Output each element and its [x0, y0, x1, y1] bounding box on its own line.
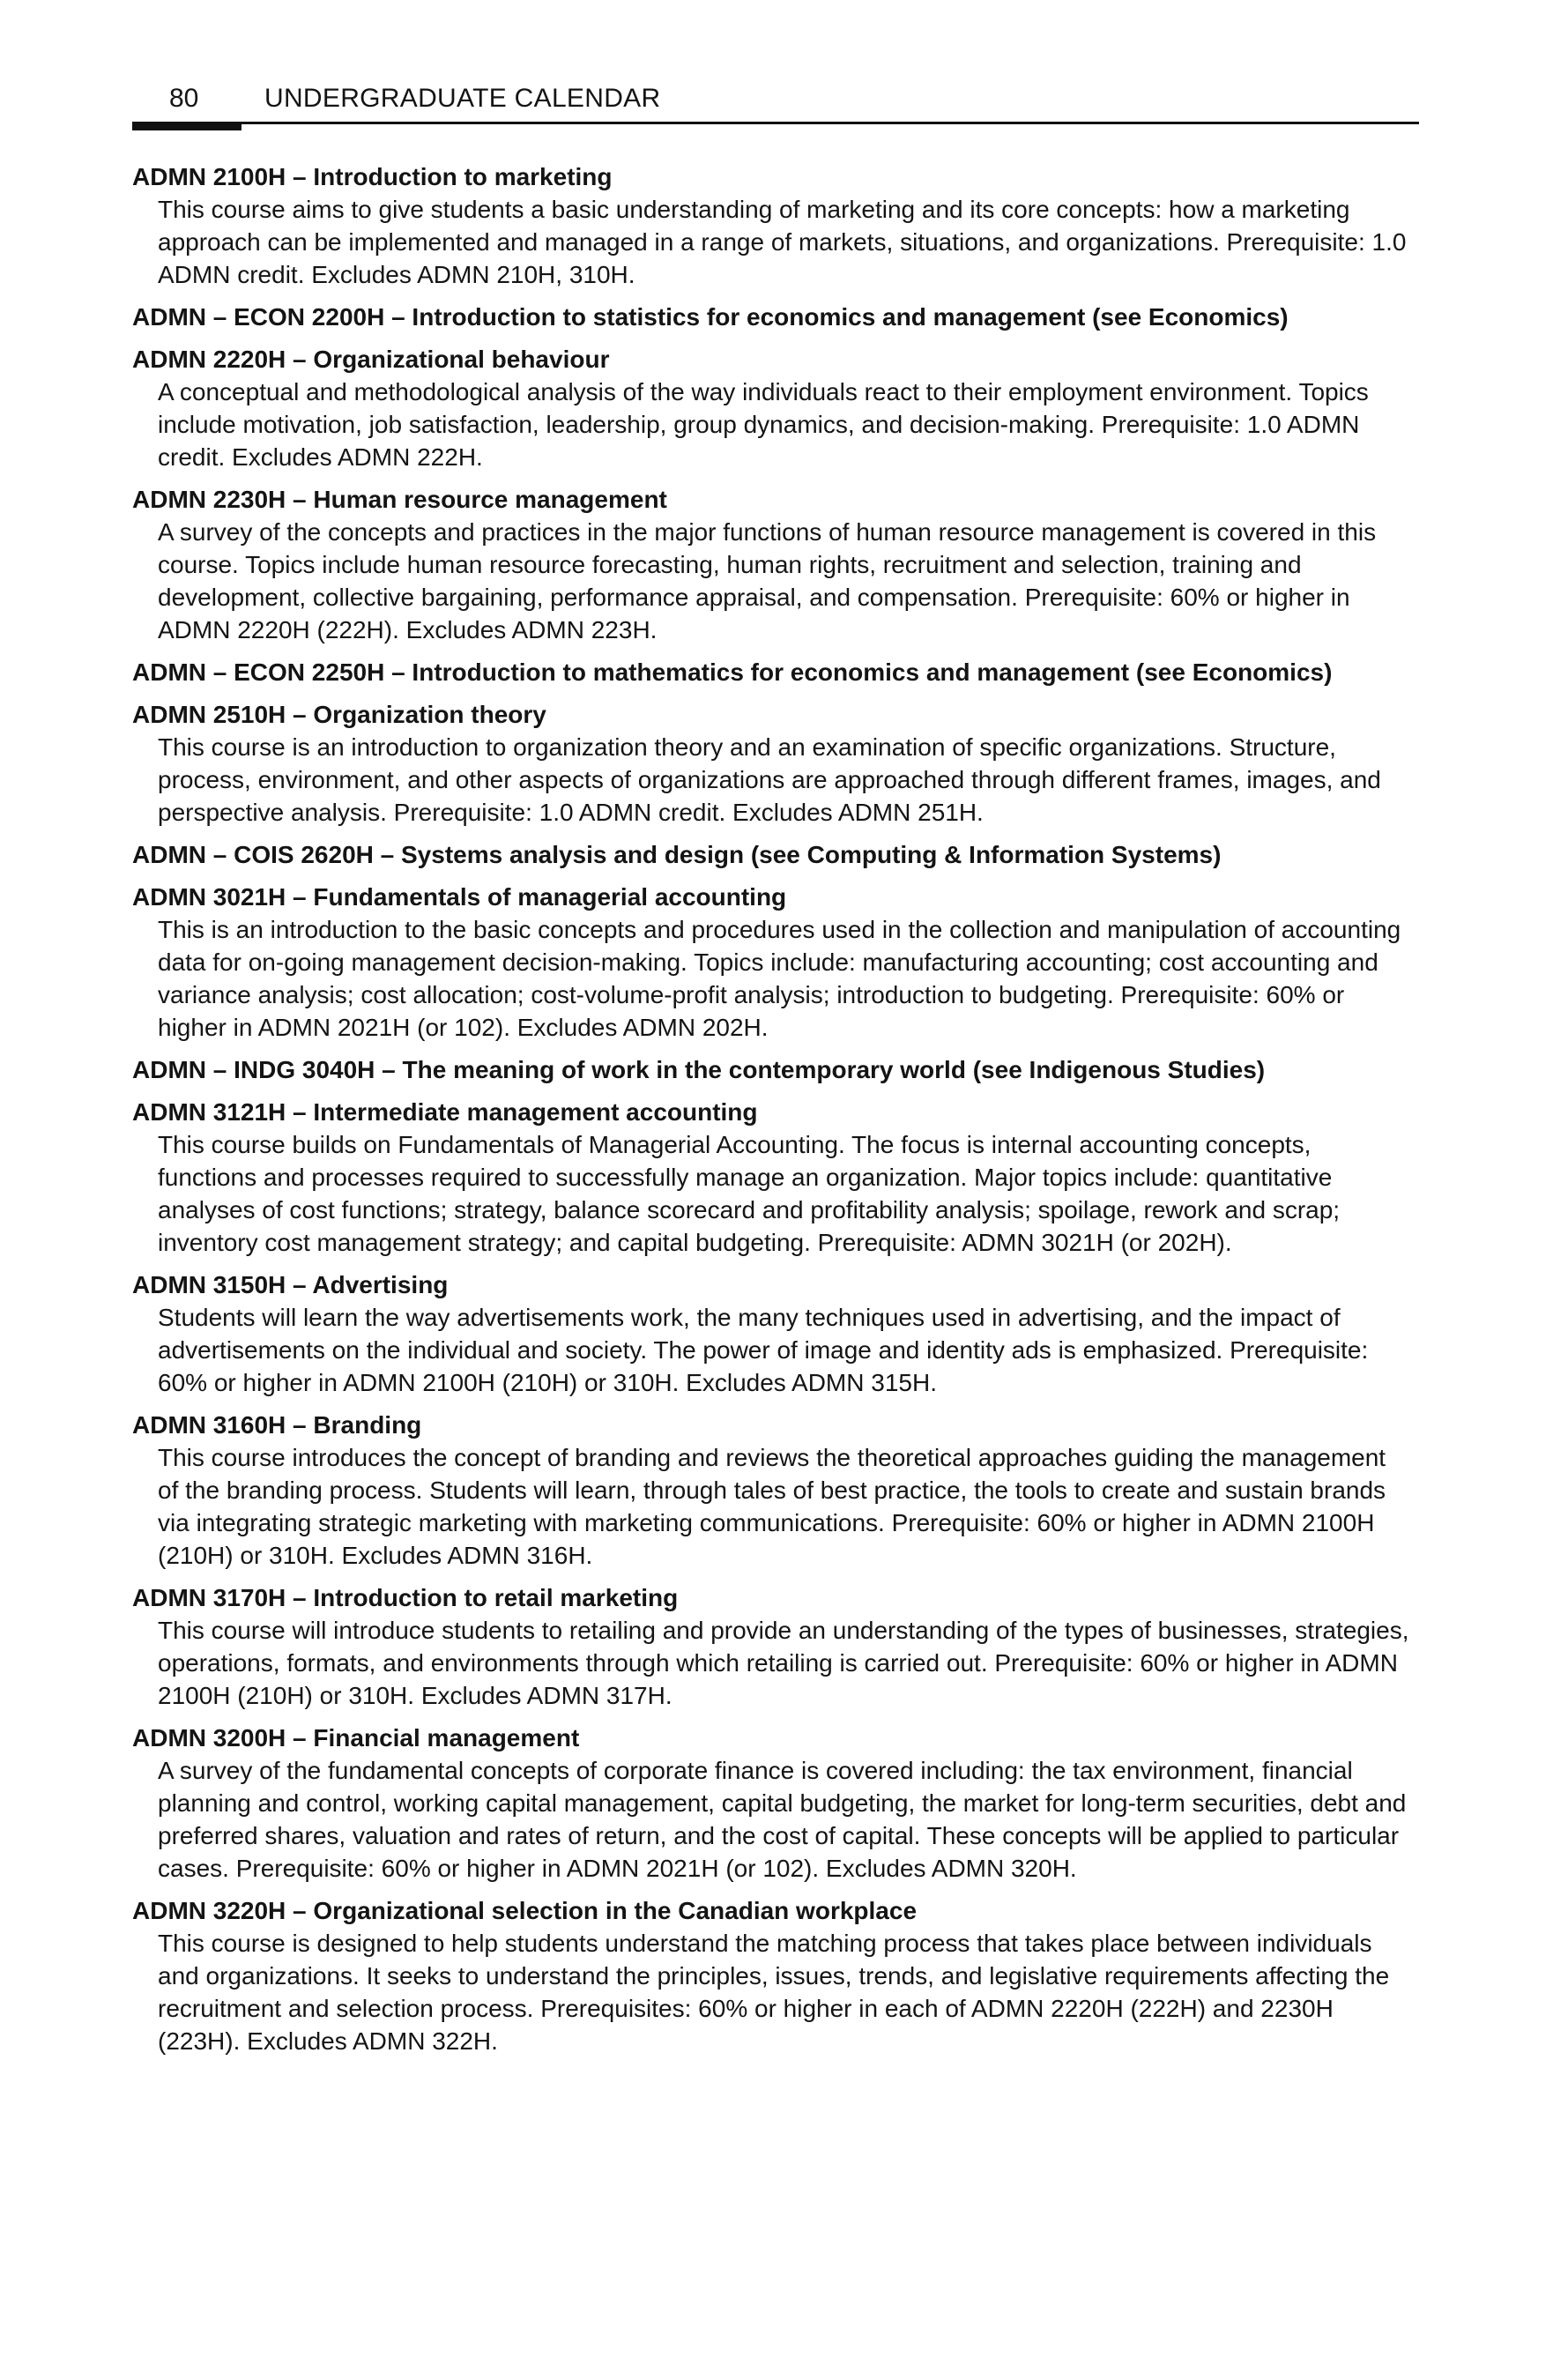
course-title: ADMN 3150H – Advertising [132, 1271, 449, 1298]
running-title: UNDERGRADUATE CALENDAR [264, 84, 661, 113]
course-title: ADMN – ECON 2200H – Introduction to statistics for economics and management (see Economics) [132, 303, 1289, 331]
header-rule [132, 122, 1419, 124]
course-entry [132, 301, 1410, 333]
course-entry [132, 484, 1410, 646]
header-rule-accent [132, 122, 241, 130]
course-entry [132, 881, 1410, 1044]
course-entry [132, 1895, 1410, 2057]
course-entry [132, 1269, 1410, 1399]
course-title: ADMN 2230H – Human resource management [132, 486, 667, 513]
course-title: ADMN – COIS 2620H – Systems analysis and design (see Computing & Information Systems) [132, 841, 1222, 868]
course-entry [132, 1054, 1410, 1086]
page-header [132, 81, 1419, 130]
course-description: A survey of the concepts and practices in the major functions of human resource management is covered in this course. Topics include human resource forecasting, human rights, recruitment and selection, training and development, collective bargaining, performance appraisal, and compensation. Prerequisite: 60% or higher in ADMN 2220H (222H). Excludes ADMN 223H. [158, 518, 1377, 643]
course-description: This course introduces the concept of branding and reviews the theoretical approaches guiding the management of the branding process. Students will learn, through tales of best practice, the tools to create and sustain brands via integrating strategic marketing with marketing communications. Prerequisite: 60% or higher in ADMN 2100H (210H) or 310H. Excludes ADMN 316H. [158, 1444, 1386, 1569]
course-entry [132, 839, 1410, 871]
course-entry [132, 1409, 1410, 1572]
course-title: ADMN 3220H – Organizational selection in the Canadian workplace [132, 1897, 918, 1924]
course-title: ADMN 3021H – Fundamentals of managerial accounting [132, 883, 787, 911]
course-entry [132, 699, 1410, 829]
course-description: A survey of the fundamental concepts of corporate finance is covered including: the tax environment, financial planning and control, working capital management, capital budgeting, the market for long-term securities, debt and preferred shares, valuation and rates of return, and the cost of capital. These concepts will be applied to particular cases. Prerequisite: 60% or higher in ADMN 2021H (or 102). Excludes ADMN 320H. [158, 1757, 1407, 1882]
course-entry [132, 657, 1410, 688]
course-title: ADMN – ECON 2250H – Introduction to mathematics for economics and management (see Economics) [132, 658, 1333, 686]
course-title: ADMN 2100H – Introduction to marketing [132, 163, 613, 190]
course-entry [132, 1722, 1410, 1885]
course-title: ADMN 2220H – Organizational behaviour [132, 346, 610, 373]
course-title: ADMN 2510H – Organization theory [132, 701, 546, 728]
course-entry [132, 161, 1410, 291]
course-list [132, 161, 1410, 2068]
page-number: 80 [169, 84, 199, 113]
course-description: This course is an introduction to organization theory and an examination of specific organizations. Structure, process, environment, and other aspects of organizations are approached through different frames, images, and perspective analysis. Prerequisite: 1.0 ADMN credit. Excludes ADMN 251H. [158, 733, 1381, 826]
course-description: This course builds on Fundamentals of Managerial Accounting. The focus is internal accounting concepts, functions and processes required to successfully manage an organization. Major topics include: quantitative analyses of cost functions; strategy, balance scorecard and profitability analysis; spoilage, rework and scrap; inventory cost management strategy; and capital budgeting. Prerequisite: ADMN 3021H (or 202H). [158, 1131, 1341, 1256]
course-entry [132, 1582, 1410, 1712]
course-description: A conceptual and methodological analysis of the way individuals react to their employment environment. Topics include motivation, job satisfaction, leadership, group dynamics, and decision-making. Prerequisite: 1.0 ADMN credit. Excludes ADMN 222H. [158, 378, 1369, 471]
course-description: This course is designed to help students understand the matching process that takes place between individuals and organizations. It seeks to understand the principles, issues, trends, and legislative requirements affecting the recruitment and selection process. Prerequisites: 60% or higher in each of ADMN 2220H (222H) and 2230H (223H). Excludes ADMN 322H. [158, 1930, 1390, 2055]
course-description: This course will introduce students to retailing and provide an understanding of the types of businesses, strategies, operations, formats, and environments through which retailing is carried out. Prerequisite: 60% or higher in ADMN 2100H (210H) or 310H. Excludes ADMN 317H. [158, 1617, 1409, 1709]
course-title: ADMN 3121H – Intermediate management accounting [132, 1098, 758, 1126]
course-description: Students will learn the way advertisements work, the many techniques used in advertising, and the impact of advertisements on the individual and society. The power of image and identity ads is emphasized. Prerequisite: 60% or higher in ADMN 2100H (210H) or 310H. Excludes ADMN 315H. [158, 1304, 1369, 1396]
course-description: This is an introduction to the basic concepts and procedures used in the collection and manipulation of accounting data for on-going management decision-making. Topics include: manufacturing accounting; cost accounting and variance analysis; cost allocation; cost-volume-profit analysis; introduction to budgeting. Prerequisite: 60% or higher in ADMN 2021H (or 102). Excludes ADMN 202H. [158, 916, 1401, 1041]
course-entry [132, 344, 1410, 473]
course-title: ADMN 3160H – Branding [132, 1411, 422, 1439]
course-entry [132, 1097, 1410, 1259]
course-description: This course aims to give students a basic understanding of marketing and its core concepts: how a marketing approach can be implemented and managed in a range of markets, situations, and organizations. Prerequisite: 1.0 ADMN credit. Excludes ADMN 210H, 310H. [158, 196, 1407, 288]
course-title: ADMN – INDG 3040H – The meaning of work in the contemporary world (see Indigenous Studies) [132, 1056, 1266, 1083]
course-title: ADMN 3170H – Introduction to retail marketing [132, 1584, 679, 1611]
course-title: ADMN 3200H – Financial management [132, 1724, 580, 1752]
